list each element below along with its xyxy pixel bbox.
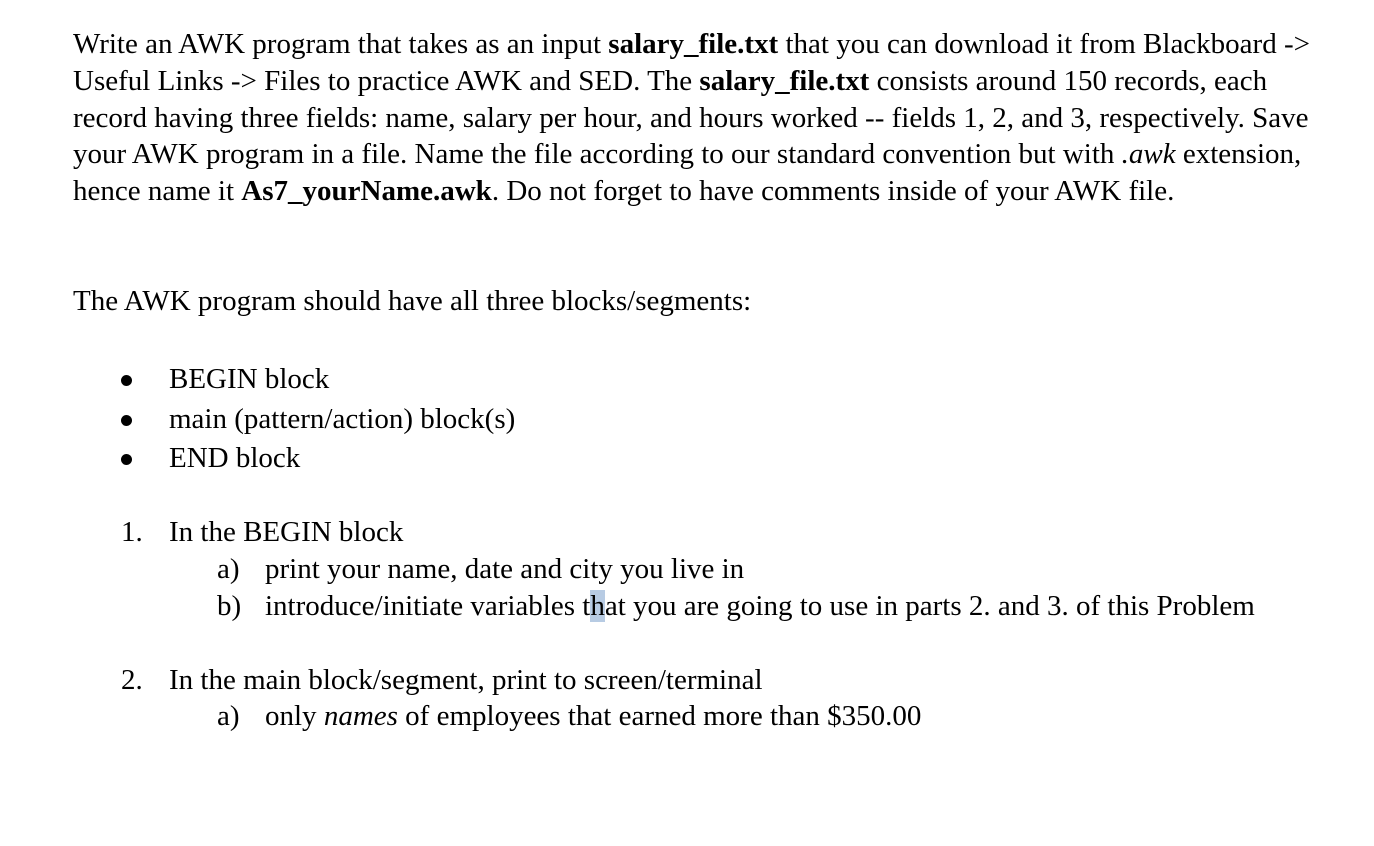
step-number: 1. — [121, 516, 143, 548]
target-file-name: As7_yourName.awk — [241, 175, 492, 208]
bullet-icon — [121, 375, 132, 386]
bullet-icon — [121, 415, 132, 426]
problem-description — [73, 26, 1333, 210]
sub-step-item — [0, 551, 1374, 588]
intro-text-4: extension, hence name it — [73, 138, 1302, 208]
awk-extension: .awk — [1121, 138, 1176, 171]
intro-text-1: Write an AWK program that takes as an input — [73, 28, 609, 60]
step-title: In the BEGIN block — [169, 516, 404, 548]
steps-list — [0, 514, 1374, 734]
sub-step-item — [0, 588, 1374, 662]
step-title: In the main block/segment, print to screen/terminal — [169, 663, 763, 696]
blocks-heading: The AWK program should have all three blocks/segments: — [73, 285, 752, 317]
salary-file-name: salary_file.txt — [608, 28, 779, 60]
intro-text-2: that you can download it from Blackboard -> Useful Links -> Files to practice AWK and SED. The — [73, 28, 1310, 97]
intro-text-3: consists around 150 records, each record having three fields: name, salary per hour, and hours worked -- fields 1, 2, and 3, respectively. Save your AWK program in a file. Name the file according to our standard convention but with — [73, 64, 1309, 171]
sub-step-text-part: of employees that earned more than $350.00 — [397, 700, 922, 732]
intro-paragraph — [73, 26, 1333, 210]
text-selection-highlight: h — [590, 589, 605, 622]
sub-step-text — [265, 588, 1265, 625]
list-item — [0, 400, 1374, 440]
list-item-label: END block — [169, 442, 301, 474]
step-item — [0, 662, 1374, 699]
sub-step-text — [265, 698, 921, 735]
list-item — [0, 360, 1374, 400]
sub-step-marker: a) — [217, 552, 240, 585]
blocks-list — [0, 360, 1374, 479]
list-item-label: main (pattern/action) block(s) — [169, 402, 516, 435]
sub-step-text: print your name, date and city you live in — [265, 552, 745, 585]
bullet-icon — [121, 454, 132, 465]
sub-step-marker: b) — [217, 589, 242, 622]
intro-text-5: . Do not forget to have comments inside of your AWK file. — [491, 175, 1175, 208]
emphasized-word: names — [323, 700, 398, 732]
sub-step-text-part: introduce/initiate variables t — [265, 589, 591, 622]
list-item — [0, 439, 1374, 479]
step-item — [0, 514, 1374, 551]
sub-step-text-part: only — [265, 700, 324, 732]
step-number: 2. — [121, 663, 143, 696]
sub-step-item — [0, 698, 1374, 734]
sub-step-text-part: at you are going to use in parts 2. and 3. of this Problem — [604, 589, 1255, 622]
salary-file-name-2: salary_file.txt — [699, 64, 870, 97]
list-item-label: BEGIN block — [169, 363, 330, 395]
sub-step-marker: a) — [217, 700, 240, 732]
